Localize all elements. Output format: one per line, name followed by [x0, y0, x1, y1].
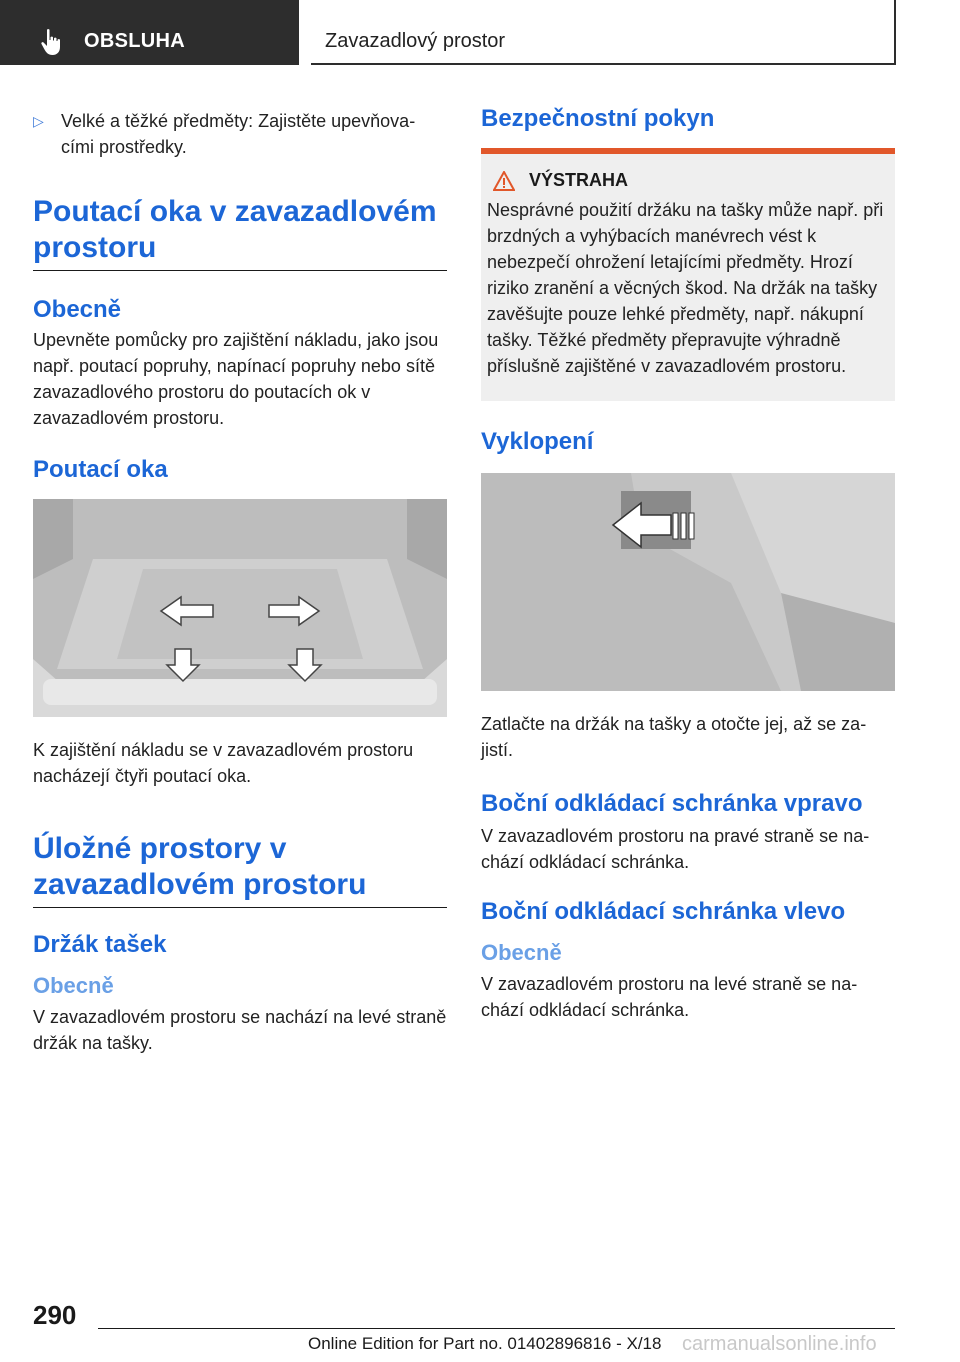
general-text: Upevněte pomůcky pro zajištění nákladu, jako jsou např. poutací popruhy, napínací popruhy nebo sítě zavazadlového prostoru do poutacích ok v zavazadlovém prostoru.	[33, 330, 439, 428]
bullet-item	[33, 108, 447, 160]
heading-general: Obecně	[33, 296, 122, 323]
warning-box	[481, 148, 895, 401]
side-right-text: V zavazadlovém prostoru na pravé straně se na-chází odkládací schránka.	[481, 826, 870, 872]
hand-pointer-icon	[40, 28, 64, 56]
warning-header	[487, 170, 889, 191]
section-label: OBSLUHA	[84, 30, 185, 52]
heading-side-right: Boční odkládací schránka vpravo	[481, 790, 863, 817]
section-tab	[0, 0, 299, 65]
fold-out-text: Zatlačte na držák na tašky a otočte jej, až se za-jistí.	[481, 714, 867, 760]
heading-tie-down-eyes: Poutací oka	[33, 456, 168, 483]
bag-holder-image	[481, 473, 895, 691]
watermark: carmanualsonline.info	[682, 1333, 877, 1355]
right-column	[481, 104, 895, 1023]
tie-downs-caption: K zajištění nákladu se v zavazadlovém prostoru nacházejí čtyři poutací oka.	[33, 740, 414, 786]
chapter-header	[311, 0, 896, 65]
edition-text: Online Edition for Part no. 01402896816 - X/18	[308, 1334, 662, 1353]
triangle-bullet-icon: ▷	[33, 113, 44, 129]
section-heading-storage	[33, 831, 447, 908]
warning-title: VÝSTRAHA	[529, 170, 629, 190]
heading-tie-downs: Poutací oka v zavazadlovém prostoru	[33, 195, 437, 264]
footer-divider	[98, 1328, 895, 1329]
left-column	[33, 108, 447, 1056]
bullet-text: Velké a těžké předměty: Zajistěte upevňova-cími prostředky.	[61, 111, 416, 157]
heading-safety-note: Bezpečnostní pokyn	[481, 105, 715, 132]
subheading-general: Obecně	[33, 973, 114, 998]
warning-triangle-icon	[493, 171, 515, 191]
page-number: 290	[33, 1300, 77, 1330]
subheading-side-left-general: Obecně	[481, 940, 562, 965]
bag-holder-text: V zavazadlovém prostoru se nachází na levé straně držák na tašky.	[33, 1007, 447, 1053]
section-heading-tie-downs	[33, 194, 447, 271]
heading-side-left: Boční odkládací schránka vlevo	[481, 898, 846, 925]
heading-bag-holder: Držák tašek	[33, 931, 167, 958]
heading-storage: Úložné prostory v zavazadlovém prostoru	[33, 832, 367, 901]
chapter-title: Zavazadlový prostor	[325, 30, 506, 52]
warning-text: Nesprávné použití držáku na tašky může např. při brzdných a vyhýbacích manévrech vést k nebezpečí ohrožení letajícími předměty. Hrozí riziko zranění a věcných škod. Na držák na tašky zavěšujte pouze lehké předměty, např. nákupní tašky. Těžké předměty přepravujte výhradně příslušně zajištěné v zavazadlovém prostoru.	[487, 200, 884, 376]
heading-fold-out: Vyklopení	[481, 428, 594, 455]
trunk-image	[33, 499, 447, 717]
side-left-text: V zavazadlovém prostoru na levé straně se na-chází odkládací schránka.	[481, 974, 858, 1020]
